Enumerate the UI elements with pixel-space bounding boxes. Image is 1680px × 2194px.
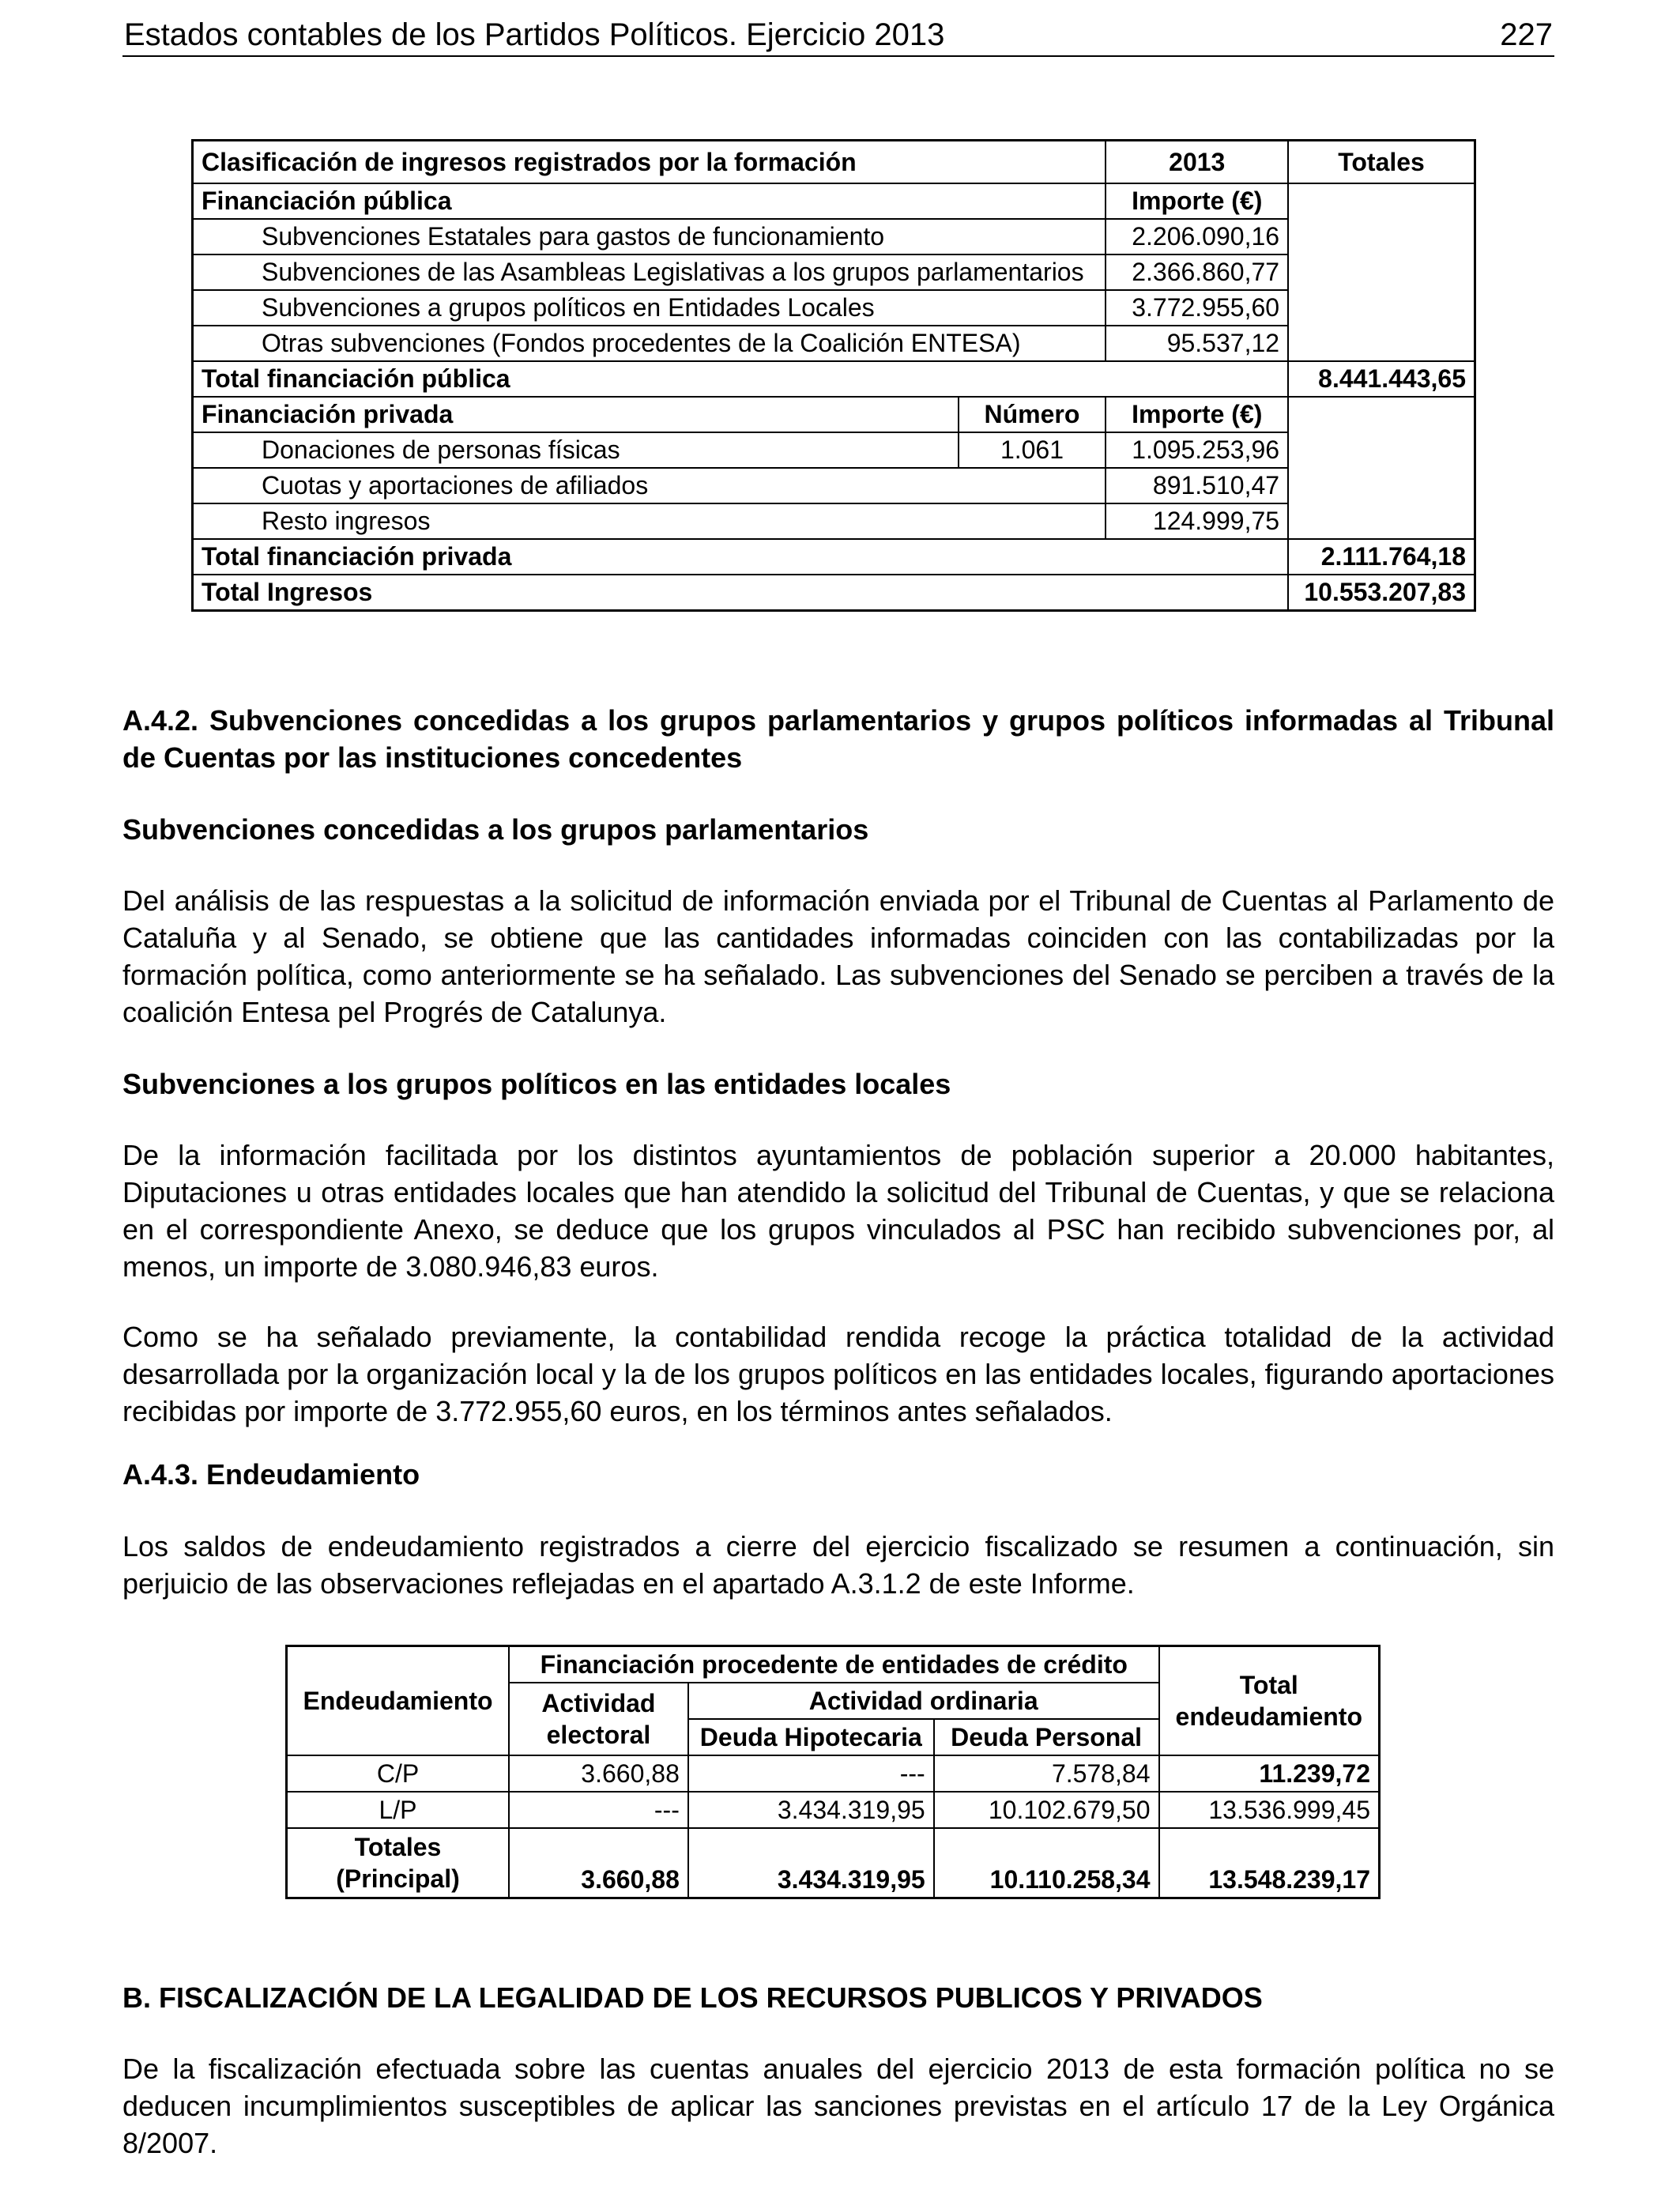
public-funding-label: Financiación pública	[193, 183, 1106, 219]
row-value: 124.999,75	[1106, 503, 1288, 539]
row-value: 95.537,12	[1106, 326, 1288, 361]
private-funding-label: Financiación privada	[193, 397, 959, 432]
row-label: Subvenciones de las Asambleas Legislativas a los grupos parlamentarios	[193, 254, 1106, 290]
table-header-row	[193, 141, 1475, 184]
row-value: 1.095.253,96	[1106, 432, 1288, 468]
header-actividad-electoral: Actividad electoral	[509, 1683, 688, 1755]
row-electoral: 3.660,88	[509, 1755, 688, 1792]
row-personal: 10.102.679,50	[934, 1792, 1159, 1828]
table-row	[193, 539, 1475, 575]
table-row	[193, 290, 1475, 326]
section-b-heading: B. FISCALIZACIÓN DE LA LEGALIDAD DE LOS RECURSOS PUBLICOS Y PRIVADOS	[122, 1981, 1263, 2014]
paragraph: Del análisis de las respuestas a la solicitud de información enviada por el Tribunal de Cuentas al Parlamento de Cataluña y al Senado, se obtiene que las cantidades informadas coinciden con las contabilizadas por la formación política, como anteriormente se ha señalado. Las subvenciones del Senado se perciben a través de la coalición Entesa pel Progrés de Catalunya.	[122, 884, 1554, 1028]
running-header	[122, 14, 1554, 57]
totals-personal: 10.110.258,34	[934, 1828, 1159, 1898]
table-row	[193, 326, 1475, 361]
section-a43-heading: A.4.3. Endeudamiento	[122, 1458, 420, 1491]
subsection-parlamentarios-heading: Subvenciones concedidas a los grupos parlamentarios	[122, 813, 869, 846]
header-deuda-hipotecaria: Deuda Hipotecaria	[688, 1719, 934, 1755]
row-value: 2.206.090,16	[1106, 219, 1288, 254]
table-row	[193, 361, 1475, 397]
row-label: Resto ingresos	[193, 503, 1106, 539]
total-private-label: Total financiación privada	[193, 539, 1289, 575]
table-row	[193, 254, 1475, 290]
table-row	[287, 1792, 1380, 1828]
row-label: Otras subvenciones (Fondos procedentes de la Coalición ENTESA)	[193, 326, 1106, 361]
row-label: C/P	[287, 1755, 510, 1792]
paragraph: Los saldos de endeudamiento registrados a cierre del ejercicio fiscalizado se resumen a continuación, sin perjuicio de las observaciones reflejadas en el apartado A.3.1.2 de este Informe.	[122, 1530, 1554, 1600]
paragraph: Como se ha señalado previamente, la contabilidad rendida recoge la práctica totalidad de la actividad desarrollada por la organización local y la de los grupos políticos en las entidades locales, figurando aportaciones recibidas por importe de 3.772.955,60 euros, en los términos antes señalados.	[122, 1321, 1554, 1427]
income-classification-table	[191, 139, 1476, 612]
header-title: Estados contables de los Partidos Políticos. Ejercicio 2013	[124, 17, 945, 52]
header-deuda-personal: Deuda Personal	[934, 1719, 1159, 1755]
table-row	[193, 575, 1475, 611]
header-year: 2013	[1106, 141, 1288, 184]
header-financiacion: Financiación procedente de entidades de crédito	[509, 1646, 1159, 1683]
subsection-locales-heading: Subvenciones a los grupos políticos en las entidades locales	[122, 1068, 951, 1100]
table-row	[287, 1755, 1380, 1792]
public-importe-label: Importe (€)	[1106, 183, 1288, 219]
total-public-label: Total financiación pública	[193, 361, 1289, 397]
private-importe-label: Importe (€)	[1106, 397, 1288, 432]
total-public-value: 8.441.443,65	[1288, 361, 1475, 397]
row-label: Subvenciones a grupos políticos en Entidades Locales	[193, 290, 1106, 326]
table-row	[193, 468, 1475, 503]
row-label: L/P	[287, 1792, 510, 1828]
blank-cell	[1288, 397, 1475, 539]
header-classification: Clasificación de ingresos registrados por la formación	[193, 141, 1106, 184]
row-electoral: ---	[509, 1792, 688, 1828]
totals-hipotecaria: 3.434.319,95	[688, 1828, 934, 1898]
table-row	[287, 1828, 1380, 1898]
table-row	[193, 219, 1475, 254]
private-numero-label: Número	[959, 397, 1106, 432]
totals-label: Totales (Principal)	[287, 1828, 510, 1898]
paragraph: De la fiscalización efectuada sobre las cuentas anuales del ejercicio 2013 de esta formación política no se deducen incumplimientos susceptibles de aplicar las sanciones previstas en el artículo 17 de la Ley Orgánica 8/2007.	[122, 2053, 1554, 2159]
row-hipotecaria: ---	[688, 1755, 934, 1792]
row-value: 3.772.955,60	[1106, 290, 1288, 326]
table-header-row	[287, 1646, 1380, 1683]
debt-table	[285, 1645, 1381, 1899]
table-row	[193, 432, 1475, 468]
page-number: 227	[1500, 17, 1553, 52]
total-private-value: 2.111.764,18	[1288, 539, 1475, 575]
section-a42-heading: A.4.2. Subvenciones concedidas a los grupos parlamentarios y grupos políticos informadas al Tribunal de Cuentas por las instituciones concedentes	[122, 704, 1554, 774]
grand-total-label: Total Ingresos	[193, 575, 1289, 611]
totals-total: 13.548.239,17	[1159, 1828, 1380, 1898]
row-total: 13.536.999,45	[1159, 1792, 1380, 1828]
paragraph: De la información facilitada por los distintos ayuntamientos de población superior a 20.000 habitantes, Diputaciones u otras entidades locales que han atendido la solicitud del Tribunal de Cuentas, y que se relaciona en el correspondiente Anexo, se deduce que los grupos vinculados al PSC han recibido subvenciones por, al menos, un importe de 3.080.946,83 euros.	[122, 1139, 1554, 1283]
header-totals: Totales	[1288, 141, 1475, 184]
table-row	[193, 397, 1475, 432]
row-label: Donaciones de personas físicas	[193, 432, 959, 468]
table-row	[193, 503, 1475, 539]
row-label: Subvenciones Estatales para gastos de funcionamiento	[193, 219, 1106, 254]
row-total: 11.239,72	[1159, 1755, 1380, 1792]
table-row	[193, 183, 1475, 219]
row-personal: 7.578,84	[934, 1755, 1159, 1792]
header-total-endeudamiento: Total endeudamiento	[1159, 1646, 1380, 1756]
header-actividad-ordinaria: Actividad ordinaria	[688, 1683, 1159, 1719]
row-hipotecaria: 3.434.319,95	[688, 1792, 934, 1828]
header-endeudamiento: Endeudamiento	[287, 1646, 510, 1756]
blank-cell	[1288, 183, 1475, 361]
grand-total-value: 10.553.207,83	[1288, 575, 1475, 611]
row-value: 891.510,47	[1106, 468, 1288, 503]
row-value: 2.366.860,77	[1106, 254, 1288, 290]
totals-electoral: 3.660,88	[509, 1828, 688, 1898]
row-number: 1.061	[959, 432, 1106, 468]
row-label: Cuotas y aportaciones de afiliados	[193, 468, 1106, 503]
